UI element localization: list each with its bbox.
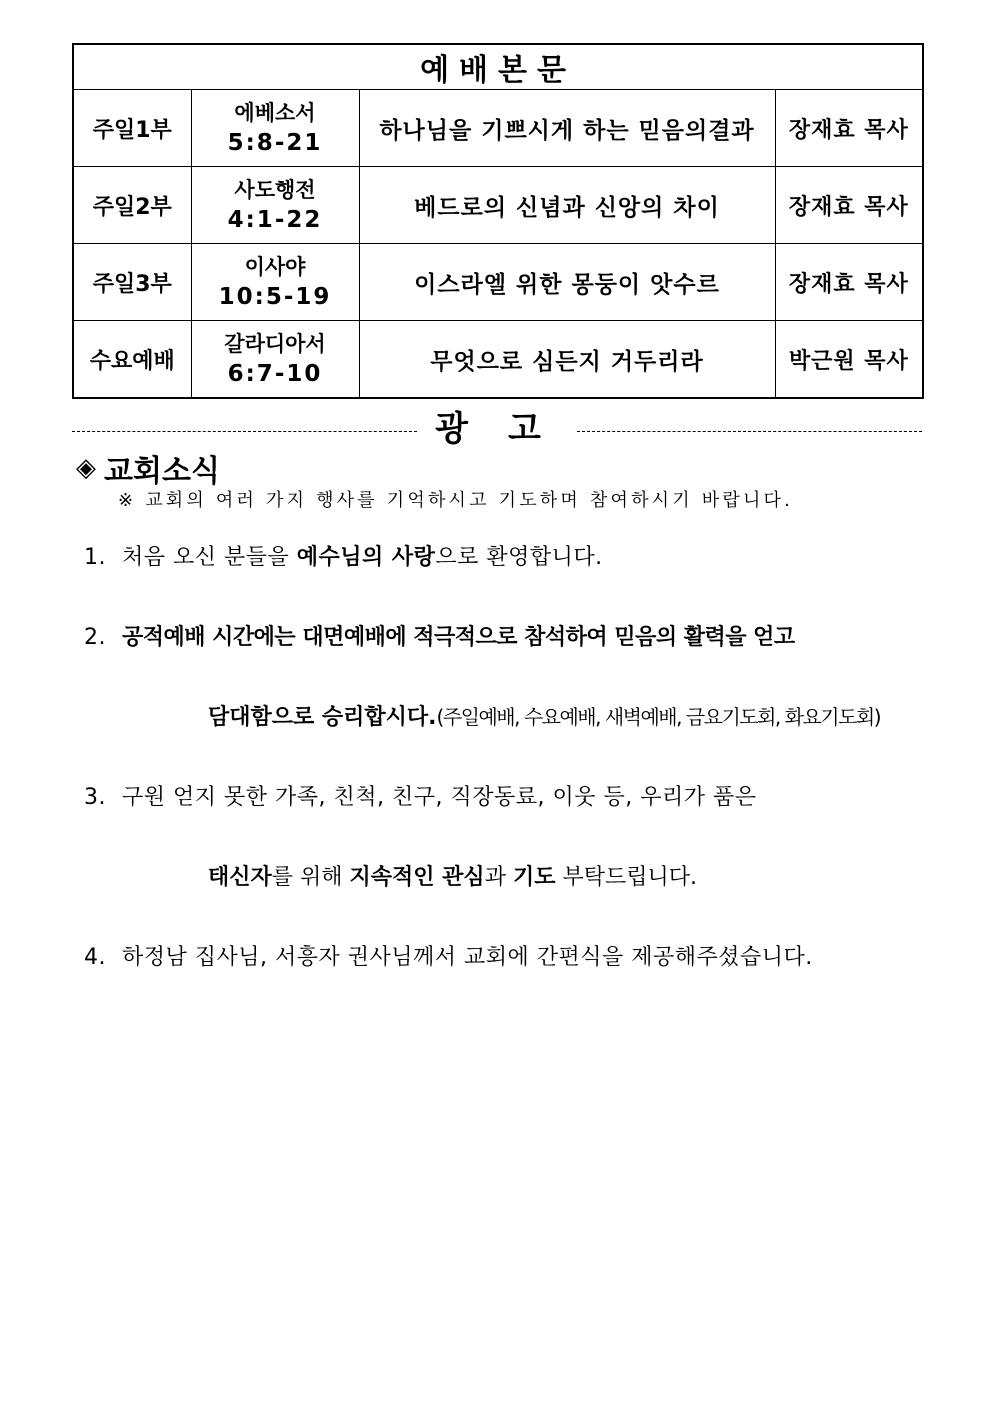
preacher: 장재효 목사 bbox=[775, 90, 923, 167]
sermon-title: 하나님을 기쁘시게 하는 믿음의결과 bbox=[359, 90, 775, 167]
dashed-divider-left bbox=[72, 431, 417, 432]
service-name: 수요예배 bbox=[73, 321, 191, 399]
item-number: 4. bbox=[84, 945, 106, 970]
sermon-table bbox=[72, 43, 924, 399]
item-emphasis: 담대함으로 승리합시다. bbox=[208, 705, 437, 730]
table-row bbox=[73, 244, 923, 321]
item-emphasis: 지속적인 관심 bbox=[349, 865, 485, 890]
scripture-verse: 6:7-10 bbox=[227, 361, 323, 387]
item-emphasis: 기도 bbox=[512, 865, 556, 890]
service-name: 주일1부 bbox=[73, 90, 191, 167]
scripture-passage bbox=[191, 321, 359, 399]
diamond-bullet-icon: ◈ bbox=[76, 453, 96, 483]
item-text: 처음 오신 분들을 bbox=[122, 545, 297, 570]
scripture-passage bbox=[191, 90, 359, 167]
list-item bbox=[84, 620, 924, 651]
scripture-verse: 5:8-21 bbox=[227, 130, 323, 156]
scripture-book: 사도행전 bbox=[234, 178, 316, 202]
list-item bbox=[84, 940, 924, 971]
dashed-divider-right bbox=[577, 431, 922, 432]
item-text: 구원 얻지 못한 가족, 친척, 친구, 직장동료, 이웃 등, 우리가 품은 bbox=[122, 785, 757, 810]
service-name: 주일3부 bbox=[73, 244, 191, 321]
item-text: 과 bbox=[484, 865, 513, 890]
list-item-continuation bbox=[208, 860, 697, 891]
scripture-book: 갈라디아서 bbox=[224, 332, 326, 356]
scripture-book: 에베소서 bbox=[234, 101, 316, 125]
list-item-continuation bbox=[208, 700, 880, 731]
table-row bbox=[73, 321, 923, 399]
scripture-verse: 4:1-22 bbox=[227, 207, 323, 233]
ad-section-header bbox=[72, 402, 922, 448]
item-text: (주일예배, 수요예배, 새벽예배, 금요기도회, 화요기도회) bbox=[436, 705, 881, 729]
item-text: 으로 환영합니다. bbox=[435, 545, 603, 570]
item-number: 2. bbox=[84, 625, 106, 650]
scripture-book: 이사야 bbox=[244, 255, 306, 279]
table-row bbox=[73, 90, 923, 167]
news-heading-text: 교회소식 bbox=[104, 454, 220, 489]
item-text: 를 위해 bbox=[271, 865, 350, 890]
preacher: 장재효 목사 bbox=[775, 167, 923, 244]
table-row bbox=[73, 167, 923, 244]
sermon-title: 무엇으로 심든지 거두리라 bbox=[359, 321, 775, 399]
scripture-verse: 10:5-19 bbox=[218, 284, 332, 310]
item-number: 1. bbox=[84, 545, 106, 570]
item-number: 3. bbox=[84, 785, 106, 810]
news-note: ※ 교회의 여러 가지 행사를 기억하시고 기도하며 참여하시기 바랍니다. bbox=[118, 490, 794, 511]
service-name: 주일2부 bbox=[73, 167, 191, 244]
item-text: 부탁드립니다. bbox=[555, 865, 697, 890]
item-emphasis: 공적예배 시간에는 대면예배에 적극적으로 참석하여 믿음의 활력을 얻고 bbox=[122, 625, 795, 650]
ad-title: 광고 bbox=[435, 408, 581, 449]
scripture-passage bbox=[191, 167, 359, 244]
item-text: 하정남 집사님, 서흥자 권사님께서 교회에 간편식을 제공해주셨습니다. bbox=[122, 945, 813, 970]
list-item bbox=[84, 540, 924, 571]
item-emphasis: 예수님의 사랑 bbox=[296, 545, 436, 570]
sermon-title: 베드로의 신념과 신앙의 차이 bbox=[359, 167, 775, 244]
list-item bbox=[84, 780, 924, 811]
sermon-title: 이스라엘 위한 몽둥이 앗수르 bbox=[359, 244, 775, 321]
preacher: 장재효 목사 bbox=[775, 244, 923, 321]
preacher: 박근원 목사 bbox=[775, 321, 923, 399]
news-heading bbox=[76, 446, 220, 490]
table-title: 예배본문 bbox=[73, 44, 923, 90]
item-emphasis: 태신자 bbox=[208, 865, 272, 890]
scripture-passage bbox=[191, 244, 359, 321]
